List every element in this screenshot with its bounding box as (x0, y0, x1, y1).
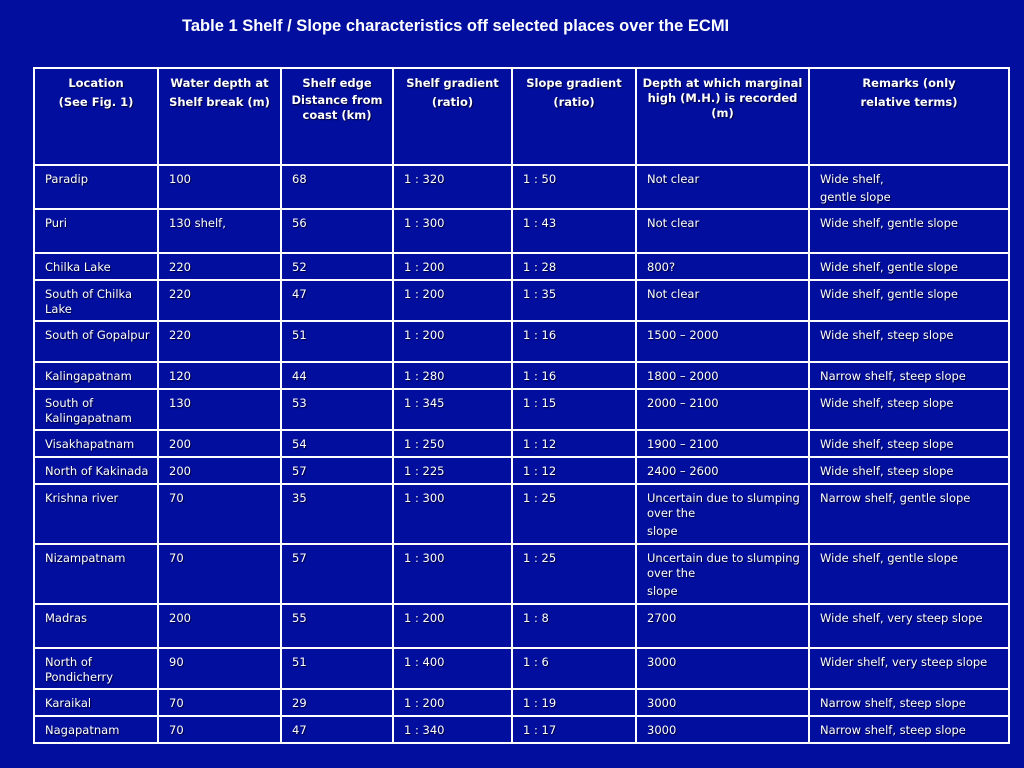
cell-remarks: Narrow shelf, gentle slope (809, 484, 1009, 544)
cell-shelf-edge: 55 (281, 604, 393, 648)
cell-shelf-edge: 44 (281, 362, 393, 389)
cell-location: South of Gopalpur (34, 321, 158, 362)
cell-shelf-gradient: 1 : 300 (393, 484, 512, 544)
table-row (34, 484, 1009, 544)
header-shelf-gradient: Shelf gradient (ratio) (393, 68, 512, 165)
cell-water-depth: 130 (158, 389, 281, 430)
table-row (34, 457, 1009, 484)
cell-slope-gradient: 1 : 35 (512, 280, 636, 321)
cell-water-depth: 100 (158, 165, 281, 209)
cell-location: Puri (34, 209, 158, 253)
cell-water-depth: 120 (158, 362, 281, 389)
cell-mh-depth: Not clear (636, 280, 809, 321)
cell-water-depth: 220 (158, 253, 281, 280)
cell-remarks: Wide shelf, gentle slope (809, 253, 1009, 280)
cell-shelf-gradient: 1 : 200 (393, 280, 512, 321)
cell-slope-gradient: 1 : 43 (512, 209, 636, 253)
cell-slope-gradient: 1 : 19 (512, 689, 636, 716)
cell-location: South of Chilka Lake (34, 280, 158, 321)
cell-remarks: Wide shelf, steep slope (809, 389, 1009, 430)
cell-remarks: Wide shelf, very steep slope (809, 604, 1009, 648)
cell-location: Madras (34, 604, 158, 648)
cell-mh-depth: 3000 (636, 648, 809, 689)
cell-slope-gradient: 1 : 12 (512, 430, 636, 457)
header-water-depth: Water depth at Shelf break (m) (158, 68, 281, 165)
cell-slope-gradient: 1 : 12 (512, 457, 636, 484)
cell-shelf-edge: 51 (281, 321, 393, 362)
header-location: Location (See Fig. 1) (34, 68, 158, 165)
cell-location: Karaikal (34, 689, 158, 716)
table-row (34, 165, 1009, 209)
cell-water-depth: 90 (158, 648, 281, 689)
cell-shelf-edge: 35 (281, 484, 393, 544)
cell-shelf-edge: 53 (281, 389, 393, 430)
table-header-row (34, 68, 1009, 165)
page-title: Table 1 Shelf / Slope characteristics off selected places over the ECMI (182, 17, 730, 35)
cell-mh-depth: Uncertain due to slumping over the slope (636, 484, 809, 544)
cell-slope-gradient: 1 : 25 (512, 484, 636, 544)
cell-mh-depth: 1500 – 2000 (636, 321, 809, 362)
cell-location: South of Kalingapatnam (34, 389, 158, 430)
cell-remarks: Wide shelf, gentle slope (809, 165, 1009, 209)
cell-water-depth: 70 (158, 716, 281, 743)
cell-shelf-gradient: 1 : 340 (393, 716, 512, 743)
table-row (34, 544, 1009, 604)
cell-shelf-edge: 56 (281, 209, 393, 253)
cell-mh-depth: 3000 (636, 689, 809, 716)
cell-mh-depth: 3000 (636, 716, 809, 743)
cell-mh-depth: 1900 – 2100 (636, 430, 809, 457)
cell-water-depth: 70 (158, 544, 281, 604)
cell-water-depth: 220 (158, 321, 281, 362)
cell-shelf-gradient: 1 : 300 (393, 544, 512, 604)
cell-water-depth: 70 (158, 484, 281, 544)
cell-location: Paradip (34, 165, 158, 209)
cell-shelf-edge: 57 (281, 457, 393, 484)
cell-shelf-gradient: 1 : 320 (393, 165, 512, 209)
cell-location: North of Pondicherry (34, 648, 158, 689)
cell-shelf-gradient: 1 : 280 (393, 362, 512, 389)
cell-location: Chilka Lake (34, 253, 158, 280)
cell-shelf-gradient: 1 : 200 (393, 321, 512, 362)
cell-shelf-edge: 68 (281, 165, 393, 209)
cell-water-depth: 220 (158, 280, 281, 321)
cell-mh-depth: 800? (636, 253, 809, 280)
cell-shelf-gradient: 1 : 250 (393, 430, 512, 457)
cell-water-depth: 200 (158, 457, 281, 484)
cell-water-depth: 130 shelf, (158, 209, 281, 253)
cell-mh-depth: 2700 (636, 604, 809, 648)
table-row (34, 362, 1009, 389)
cell-location: North of Kakinada (34, 457, 158, 484)
header-remarks: Remarks (only relative terms) (809, 68, 1009, 165)
shelf-slope-table (33, 67, 1010, 744)
table-row (34, 716, 1009, 743)
cell-location: Visakhapatnam (34, 430, 158, 457)
cell-slope-gradient: 1 : 25 (512, 544, 636, 604)
cell-shelf-gradient: 1 : 200 (393, 604, 512, 648)
cell-remarks: Wide shelf, gentle slope (809, 280, 1009, 321)
cell-remarks: Wide shelf, gentle slope (809, 544, 1009, 604)
header-mh-depth: Depth at which marginal high (M.H.) is recorded (m) (636, 68, 809, 165)
cell-shelf-edge: 54 (281, 430, 393, 457)
cell-shelf-gradient: 1 : 200 (393, 253, 512, 280)
cell-shelf-edge: 47 (281, 280, 393, 321)
cell-mh-depth: 2400 – 2600 (636, 457, 809, 484)
cell-shelf-gradient: 1 : 200 (393, 689, 512, 716)
cell-mh-depth: Not clear (636, 209, 809, 253)
header-shelf-edge: Shelf edge Distance from coast (km) (281, 68, 393, 165)
cell-shelf-edge: 52 (281, 253, 393, 280)
cell-shelf-edge: 51 (281, 648, 393, 689)
header-slope-gradient: Slope gradient (ratio) (512, 68, 636, 165)
cell-location: Krishna river (34, 484, 158, 544)
cell-shelf-gradient: 1 : 300 (393, 209, 512, 253)
cell-remarks: Wide shelf, steep slope (809, 430, 1009, 457)
cell-remarks: Narrow shelf, steep slope (809, 362, 1009, 389)
cell-remarks: Wide shelf, steep slope (809, 321, 1009, 362)
cell-slope-gradient: 1 : 16 (512, 321, 636, 362)
table-row (34, 209, 1009, 253)
cell-remarks: Wide shelf, gentle slope (809, 209, 1009, 253)
cell-shelf-gradient: 1 : 400 (393, 648, 512, 689)
cell-mh-depth: 1800 – 2000 (636, 362, 809, 389)
cell-remarks: Narrow shelf, steep slope (809, 716, 1009, 743)
cell-shelf-edge: 47 (281, 716, 393, 743)
cell-slope-gradient: 1 : 17 (512, 716, 636, 743)
cell-location: Nagapatnam (34, 716, 158, 743)
cell-remarks: Wide shelf, steep slope (809, 457, 1009, 484)
cell-slope-gradient: 1 : 6 (512, 648, 636, 689)
table-row (34, 604, 1009, 648)
table-row (34, 430, 1009, 457)
cell-remarks: Narrow shelf, steep slope (809, 689, 1009, 716)
cell-water-depth: 70 (158, 689, 281, 716)
table-row (34, 648, 1009, 689)
table-row (34, 253, 1009, 280)
cell-remarks: Wider shelf, very steep slope (809, 648, 1009, 689)
table-row (34, 321, 1009, 362)
cell-slope-gradient: 1 : 50 (512, 165, 636, 209)
table-row (34, 689, 1009, 716)
cell-shelf-edge: 57 (281, 544, 393, 604)
cell-location: Kalingapatnam (34, 362, 158, 389)
cell-location: Nizampatnam (34, 544, 158, 604)
cell-slope-gradient: 1 : 28 (512, 253, 636, 280)
table-row (34, 389, 1009, 430)
cell-mh-depth: Uncertain due to slumping over the slope (636, 544, 809, 604)
cell-shelf-edge: 29 (281, 689, 393, 716)
cell-water-depth: 200 (158, 604, 281, 648)
cell-mh-depth: 2000 – 2100 (636, 389, 809, 430)
cell-slope-gradient: 1 : 16 (512, 362, 636, 389)
cell-mh-depth: Not clear (636, 165, 809, 209)
table-row (34, 280, 1009, 321)
cell-shelf-gradient: 1 : 225 (393, 457, 512, 484)
cell-water-depth: 200 (158, 430, 281, 457)
cell-slope-gradient: 1 : 15 (512, 389, 636, 430)
cell-slope-gradient: 1 : 8 (512, 604, 636, 648)
cell-shelf-gradient: 1 : 345 (393, 389, 512, 430)
